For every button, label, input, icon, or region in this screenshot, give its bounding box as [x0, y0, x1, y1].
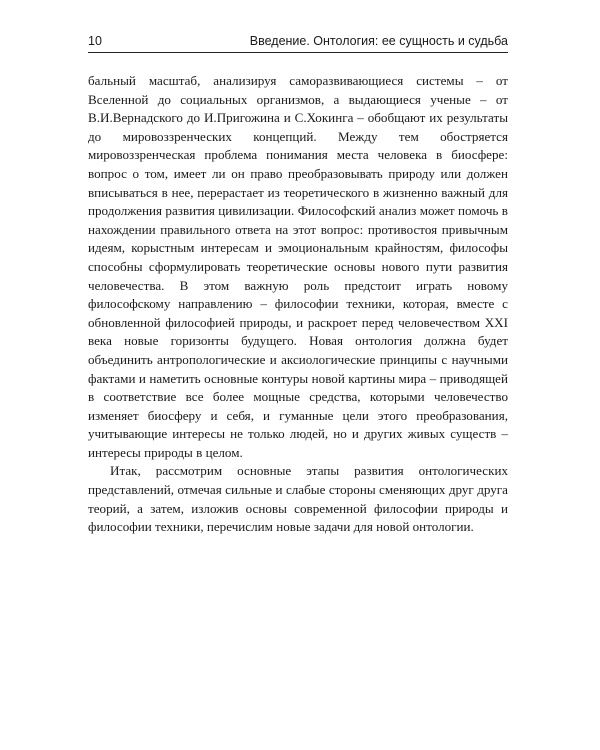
header-divider [88, 52, 508, 53]
paragraph-2: Итак, рассмотрим основные этапы развития онтологических представлений, отмечая сильные и слабые стороны сменяющих друг друга теорий, а затем, изложив основы современной философии природы и философии техники, перечислим новые задачи для новой онтологии. [88, 463, 508, 535]
page-number: 10 [88, 34, 102, 48]
body-text [88, 72, 508, 537]
paragraph-1: бальный масштаб, анализируя саморазвивающиеся системы – от Вселенной до социальных организмов, а выдающиеся ученые – от В.И.Вернадского до И.Пригожина и С.Хокинга – обобщают их результаты до мировоззренческих концепций. Между тем обостряется мировоззренческая проблема понимания места человека в биосфере: вопрос о том, имеет ли он право преобразовывать природу или должен вписываться в нее, перерастает из теоретического в жизненно важный для продолжения развития цивилизации. Философский анализ может помочь в нахождении правильного ответа на этот вопрос: противостоя привычным идеям, корыстным интересам и эмоциональным крайностям, философы способны сформулировать теоретические основы нового пути развития человечества. В этом важную роль предстоит играть новому философскому направлению – философии техники, которая, вместе с обновленной философией природы, и раскроет перед человечеством XXI века новые горизонты будущего. Новая онтология должна будет объединить антропологические и аксиологические принципы с научными фактами и наметить основные контуры новой картины мира – приводящей в соответствие все более мощные средства, которыми человечество изменяет биосферу и себя, и гуманные цели этого преобразования, учитывающие интересы не только людей, но и других живых существ – интересы природы в целом. [88, 73, 508, 460]
running-header [88, 30, 508, 54]
running-header-title: Введение. Онтология: ее сущность и судьба [249, 34, 508, 48]
